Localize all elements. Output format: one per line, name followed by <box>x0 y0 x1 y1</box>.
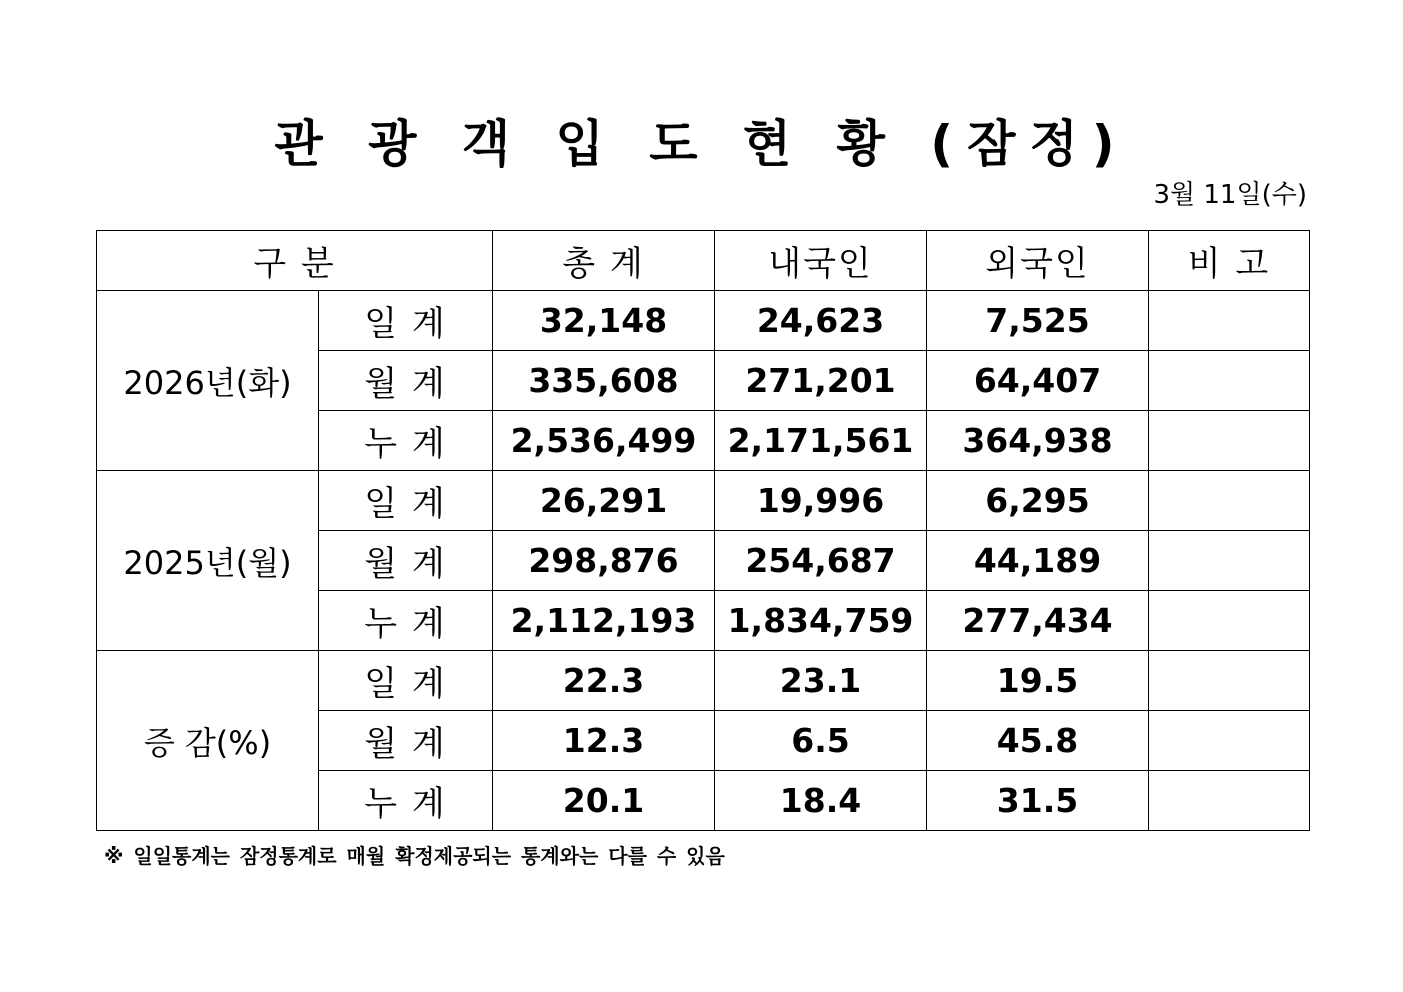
domestic-cell: 23.1 <box>715 651 927 711</box>
domestic-cell: 24,623 <box>715 291 927 351</box>
domestic-cell: 271,201 <box>715 351 927 411</box>
remarks-cell <box>1149 351 1310 411</box>
total-cell: 20.1 <box>493 771 715 831</box>
domestic-cell: 19,996 <box>715 471 927 531</box>
row-label: 일 계 <box>319 651 493 711</box>
group-label: 증 감(%) <box>97 651 319 831</box>
header-remarks: 비 고 <box>1149 231 1310 291</box>
foreign-cell: 64,407 <box>927 351 1149 411</box>
tourist-arrivals-table <box>96 230 1310 831</box>
row-label: 누 계 <box>319 771 493 831</box>
total-cell: 298,876 <box>493 531 715 591</box>
remarks-cell <box>1149 411 1310 471</box>
remarks-cell <box>1149 291 1310 351</box>
remarks-cell <box>1149 771 1310 831</box>
total-cell: 22.3 <box>493 651 715 711</box>
total-cell: 26,291 <box>493 471 715 531</box>
foreign-cell: 277,434 <box>927 591 1149 651</box>
row-label: 월 계 <box>319 531 493 591</box>
total-cell: 2,112,193 <box>493 591 715 651</box>
foreign-cell: 364,938 <box>927 411 1149 471</box>
domestic-cell: 1,834,759 <box>715 591 927 651</box>
foreign-cell: 7,525 <box>927 291 1149 351</box>
footnote: ※ 일일통계는 잠정통계로 매월 확정제공되는 통계와는 다를 수 있음 <box>104 844 725 868</box>
table-row <box>97 651 1310 711</box>
domestic-cell: 18.4 <box>715 771 927 831</box>
foreign-cell: 19.5 <box>927 651 1149 711</box>
table-row <box>97 291 1310 351</box>
page-title: 관 광 객 입 도 현 황 (잠정) <box>274 115 1129 173</box>
domestic-cell: 2,171,561 <box>715 411 927 471</box>
remarks-cell <box>1149 651 1310 711</box>
table-header-row <box>97 231 1310 291</box>
foreign-cell: 45.8 <box>927 711 1149 771</box>
row-label: 월 계 <box>319 711 493 771</box>
row-label: 누 계 <box>319 591 493 651</box>
total-cell: 335,608 <box>493 351 715 411</box>
foreign-cell: 44,189 <box>927 531 1149 591</box>
total-cell: 12.3 <box>493 711 715 771</box>
header-domestic: 내국인 <box>715 231 927 291</box>
foreign-cell: 6,295 <box>927 471 1149 531</box>
total-cell: 2,536,499 <box>493 411 715 471</box>
group-label: 2026년(화) <box>97 291 319 471</box>
header-foreign: 외국인 <box>927 231 1149 291</box>
total-cell: 32,148 <box>493 291 715 351</box>
foreign-cell: 31.5 <box>927 771 1149 831</box>
remarks-cell <box>1149 711 1310 771</box>
header-category: 구 분 <box>97 231 493 291</box>
remarks-cell <box>1149 471 1310 531</box>
domestic-cell: 254,687 <box>715 531 927 591</box>
remarks-cell <box>1149 531 1310 591</box>
row-label: 월 계 <box>319 351 493 411</box>
row-label: 일 계 <box>319 471 493 531</box>
row-label: 일 계 <box>319 291 493 351</box>
remarks-cell <box>1149 591 1310 651</box>
table-row <box>97 471 1310 531</box>
report-date: 3월 11일(수) <box>1153 180 1307 210</box>
row-label: 누 계 <box>319 411 493 471</box>
group-label: 2025년(월) <box>97 471 319 651</box>
domestic-cell: 6.5 <box>715 711 927 771</box>
header-total: 총 계 <box>493 231 715 291</box>
